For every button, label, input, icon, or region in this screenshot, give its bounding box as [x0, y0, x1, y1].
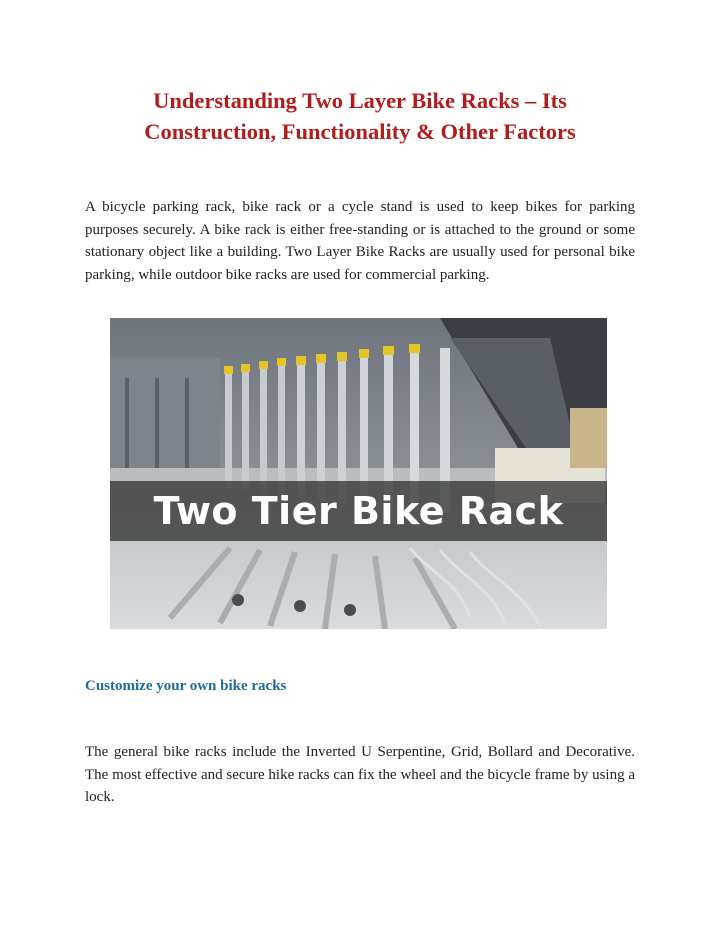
- document-title: [60, 85, 660, 147]
- image-caption-band: [110, 481, 607, 541]
- bike-rack-illustration: [110, 318, 607, 629]
- body-paragraph: The general bike racks include the Inverted U Serpentine, Grid, Bollard and Decorative. The most effective and secure hike racks can fix the wheel and the bicycle frame by using a lock.: [85, 744, 635, 805]
- section-subheading: Customize your own bike racks: [85, 678, 287, 694]
- image-caption: Two Tier Bike Rack: [153, 489, 564, 533]
- intro-paragraph: A bicycle parking rack, bike rack or a cycle stand is used to keep bikes for parking purposes securely. A bike rack is either free-standing or is attached to the ground or some stationary object like a building. Two Layer Bike Racks are usually used for personal bike parking, while outdoor bike racks are used for commercial parking.: [85, 199, 635, 283]
- title-line-1: Understanding Two Layer Bike Racks – Its: [153, 88, 567, 113]
- title-line-2: Construction, Functionality & Other Factors: [144, 119, 576, 144]
- bike-rack-photo: [110, 318, 607, 629]
